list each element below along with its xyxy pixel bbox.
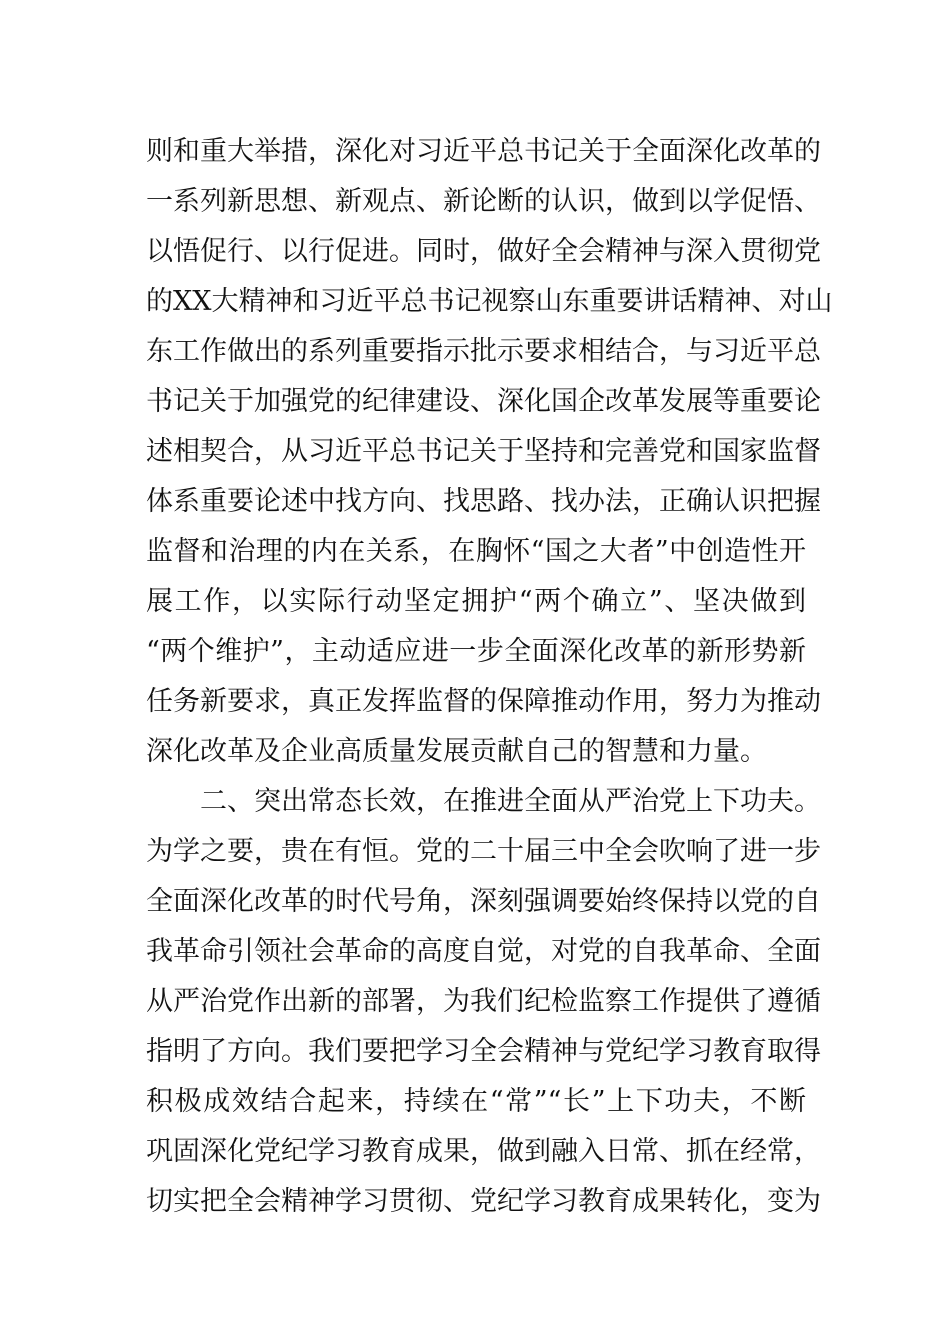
document-body (146, 127, 833, 1227)
text-line: 监督和治理的内在关系，在胸怀“国之大者”中创造性开 (146, 536, 806, 567)
text-line: 从严治党作出新的部署，为我们纪检监察工作提供了遵循 (146, 986, 821, 1017)
text-line: 以悟促行、以行促进。同时，做好全会精神与深入贯彻党 (146, 236, 821, 267)
text-line: 体系重要论述中找方向、找思路、找办法，正确认识把握 (146, 486, 821, 517)
text-line: 东工作做出的系列重要指示批示要求相结合，与习近平总 (146, 336, 821, 367)
text-line: “两个维护”，主动适应进一步全面深化改革的新形势新 (146, 636, 806, 667)
text-line: 为学之要，贵在有恒。党的二十届三中全会吹响了进一步 (146, 836, 821, 867)
text-line: 则和重大举措，深化对习近平总书记关于全面深化改革的 (146, 136, 821, 167)
text-line: 书记关于加强党的纪律建设、深化国企改革发展等重要论 (146, 386, 821, 417)
text-line: 全面深化改革的时代号角，深刻强调要始终保持以党的自 (146, 886, 821, 917)
text-line: 我革命引领社会革命的高度自觉，对党的自我革命、全面 (146, 936, 821, 967)
text-line: 切实把全会精神学习贯彻、党纪学习教育成果转化，变为 (146, 1186, 821, 1217)
text-line: 一系列新思想、新观点、新论断的认识，做到以学促悟、 (146, 186, 821, 217)
text-line: 深化改革及企业高质量发展贡献自己的智慧和力量。 (146, 736, 767, 767)
text-line: 的XX大精神和习近平总书记视察山东重要讲话精神、对山 (146, 286, 833, 317)
paragraph-1 (146, 127, 833, 777)
text-line: 任务新要求，真正发挥监督的保障推动作用，努力为推动 (146, 686, 821, 717)
text-line: 述相契合，从习近平总书记关于坚持和完善党和国家监督 (146, 436, 821, 467)
text-line: 展工作，以实际行动坚定拥护“两个确立”、坚决做到 (146, 586, 806, 617)
text-line: 积极成效结合起来，持续在“常”“长”上下功夫，不断 (146, 1086, 806, 1117)
paragraph-2 (146, 777, 821, 1227)
text-line: 巩固深化党纪学习教育成果，做到融入日常、抓在经常， (146, 1136, 821, 1167)
text-line: 指明了方向。我们要把学习全会精神与党纪学习教育取得 (146, 1036, 821, 1067)
section-heading: 二、突出常态长效，在推进全面从严治党上下功夫。 (200, 786, 821, 817)
